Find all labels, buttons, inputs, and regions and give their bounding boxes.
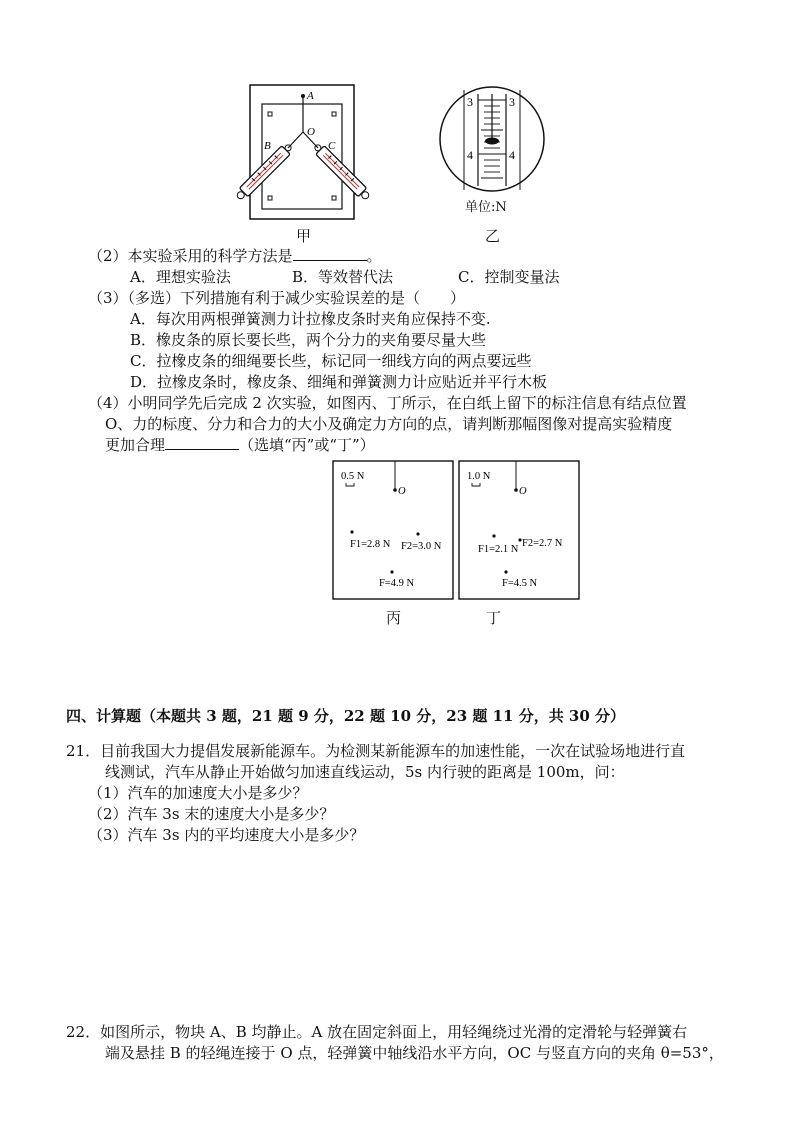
q2-option-a: A．理想实验法 [130,268,231,286]
q4-line-3-after: （选填“丙”或“丁”） [239,436,375,454]
figure-yi [432,86,552,196]
bing-o-label: O [398,486,406,497]
q2-option-c: C．控制变量法 [458,268,560,286]
label-b: B [264,140,271,152]
caption-bing: 丙 [386,609,402,627]
q21-line-1: 21．目前我国大力提倡发展新能源车。为检测某新能源车的加速性能，一次在试验场地进行直 [66,742,686,760]
caption-yi: 乙 [485,227,501,245]
q3-option-d: D．拉橡皮条时，橡皮条、细绳和弹簧测力计应贴近并平行木板 [130,373,548,391]
q3-stem: （3）（多选）下列措施有利于减少实验误差的是（ ） [88,289,466,307]
q4-answer-blank[interactable] [165,435,239,450]
q3-option-b: B．橡皮条的原长要长些，两个分力的夹角要尽量大些 [130,331,487,349]
label-a: A [307,90,314,102]
ding-f2-label: F2=2.7 N [522,538,563,549]
label-c: C [328,140,336,152]
tick-label-4-left: 4 [467,148,473,162]
figure-jia [222,82,382,232]
ding-scale: 1.0 N [467,471,491,482]
tick-label-4-right: 4 [509,148,515,162]
q4-line-3 [105,435,375,455]
caption-yi-unit: 单位:N [465,200,507,215]
q4-line-1: （4）小明同学先后完成 2 次实验，如图丙、丁所示，在白纸上留下的标注信息有结点位置 [88,394,687,412]
ding-f1-label: F1=2.1 N [478,544,519,555]
q2-stem-after: 。 [366,247,382,265]
figure-bing [332,460,454,600]
q3-option-c: C．拉橡皮条的细绳要长些，标记同一细线方向的两点要远些 [130,352,532,370]
caption-jia: 甲 [296,227,312,245]
q21-sub-1: （1）汽车的加速度大小是多少？ [88,784,308,802]
q2-stem [88,246,382,266]
tick-label-3-left: 3 [467,95,473,109]
q3-option-a: A．每次用两根弹簧测力计拉橡皮条时夹角应保持不变. [130,310,491,328]
q21-line-2: 线测试，汽车从静止开始做匀加速直线运动，5s 内行驶的距离是 100m，问： [105,763,625,781]
q2-answer-blank[interactable] [293,246,367,261]
q21-sub-3: （3）汽车 3s 内的平均速度大小是多少？ [88,826,365,844]
q21-sub-2: （2）汽车 3s 末的速度大小是多少？ [88,805,335,823]
bing-f-label: F=4.9 N [379,578,415,589]
bing-scale: 0.5 N [341,471,365,482]
caption-ding: 丁 [486,609,502,627]
tick-label-3-right: 3 [509,95,515,109]
q4-line-2: O、力的标度、分力和合力的大小及确定力方向的点，请判断那幅图像对提高实验精度 [105,415,673,433]
q22-line-1: 22．如图所示，物块 A、B 均静止。A 放在固定斜面上，用轻绳绕过光滑的定滑轮与轻弹簧右 [66,1023,688,1041]
q2-option-b: B．等效替代法 [292,268,394,286]
ding-o-label: O [519,486,527,497]
label-o: O [307,126,315,138]
q22-line-2: 端及悬挂 B 的轻绳连接于 O 点，轻弹簧中轴线沿水平方向，OC 与竖直方向的夹角 θ=53°， [105,1044,724,1062]
bing-f1-label: F1=2.8 N [350,539,391,550]
bing-f2-label: F2=3.0 N [401,541,442,552]
ding-f-label: F=4.5 N [502,578,538,589]
q4-line-3-before: 更加合理 [105,436,166,454]
q2-stem-before: （2）本实验采用的科学方法是 [88,247,293,265]
section-4-heading: 四、计算题（本题共 3 题，21 题 9 分，22 题 10 分，23 题 11 分，共 30 分） [66,707,626,725]
figure-ding [458,460,580,600]
